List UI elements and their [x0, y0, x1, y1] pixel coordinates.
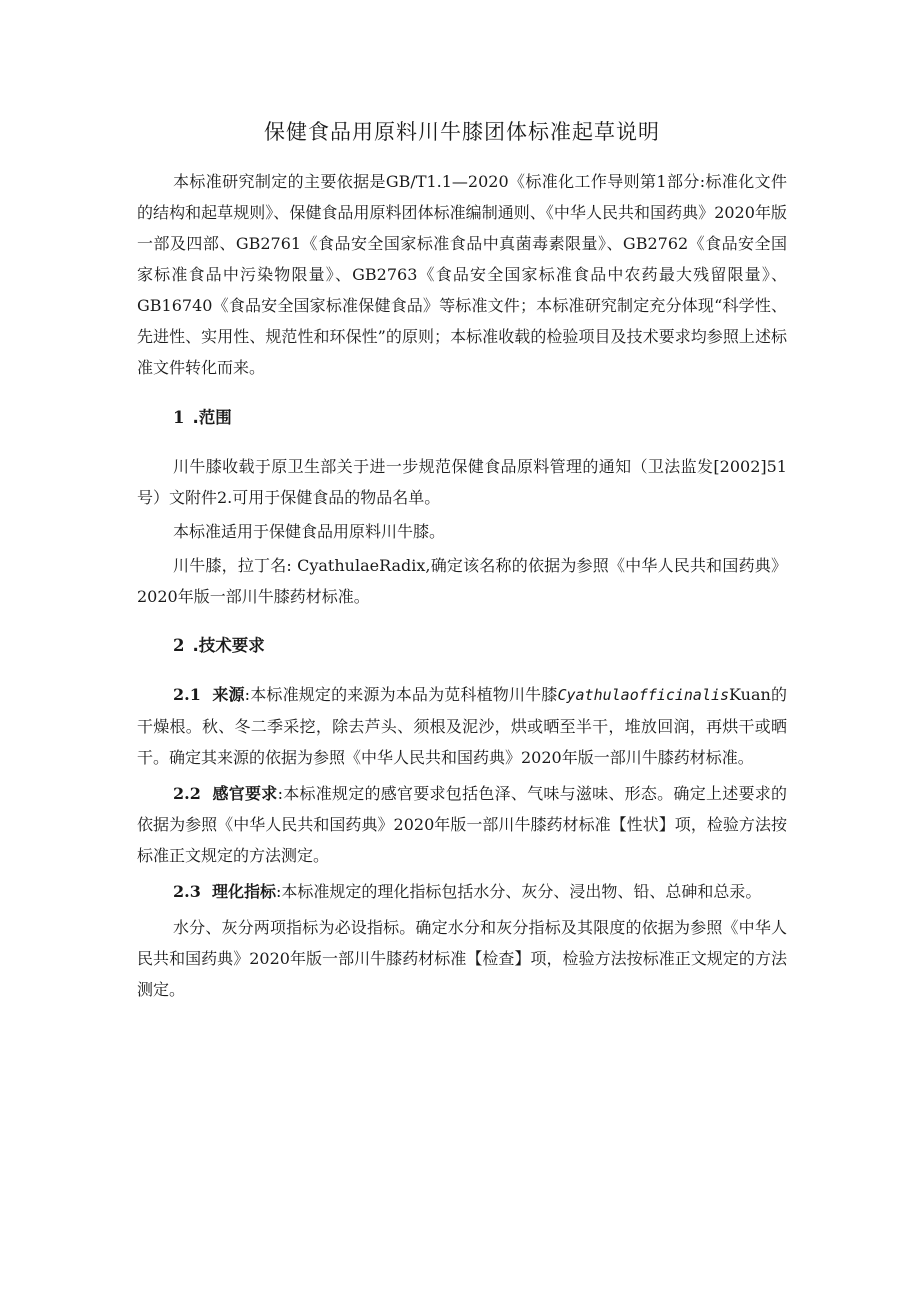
sub-section-sensory: [137, 778, 787, 871]
sub-label-text: 来源: [212, 685, 245, 704]
sub-sep: :: [277, 784, 283, 803]
sub-section-physchem: [137, 876, 787, 907]
sub-sep: :: [276, 882, 282, 901]
sub-number: 2.2: [173, 784, 201, 803]
sub-section-label: [173, 685, 245, 704]
section-title: .技术要求: [192, 636, 265, 655]
sub-number: 2.1: [173, 685, 201, 704]
section-number: 2: [173, 636, 185, 655]
sub-text: 本标准规定的理化指标包括水分、灰分、浸出物、铅、总砷和总汞。: [281, 882, 762, 901]
document-title: 保健食品用原料川牛膝团体标准起草说明: [264, 120, 660, 144]
latin-name: Cyathulaofficinalis: [557, 686, 730, 704]
section-number: 1: [173, 408, 185, 427]
sub-section-label: [173, 882, 276, 901]
sub-number: 2.3: [173, 882, 201, 901]
section-heading-scope: [137, 402, 787, 433]
sub-section-source: [137, 679, 787, 773]
sub-text: 本标准规定的感官要求包括色泽、气味与滋味、形态。确定上述要求的依据为参照《中华人民共和国药典》2020年版一部川牛膝药材标准【性状】项，检验方法按标准正文规定的方法测定。: [137, 784, 787, 865]
sub-text-before: 本标准规定的来源为本品为苋科植物川牛膝: [250, 685, 558, 704]
sub-text-after: Kuan的干燥根。秋、冬二季采挖，除去芦头、须根及泥沙，烘或晒至半干，堆放回润，再烘干或晒干。确定其来源的依据为参照《中华人民共和国药典》2020年版一部川牛膝药材标准。: [137, 685, 787, 767]
scope-paragraph-3: 川牛膝，拉丁名: CyathulaeRadix,确定该名称的依据为参照《中华人民共和国药典》2020年版一部川牛膝药材标准。: [137, 556, 787, 606]
intro-paragraph: 本标准研究制定的主要依据是GB/T1.1—2020《标准化工作导则第1部分:标准化文件的结构和起草规则》、保健食品用原料团体标准编制通则、《中华人民共和国药典》2020年版一部及四部、GB2761《食品安全国家标准食品中真菌毒素限量》、GB2762《食品安全国家标准食品中污染物限量》、GB2763《食品安全国家标准食品中农药最大残留限量》、GB16740《食品安全国家标准保健食品》等标准文件；本标准研究制定充分体现“科学性、先进性、实用性、规范性和环保性”的原则；本标准收载的检验项目及技术要求均参照上述标准文件转化而来。: [137, 172, 787, 377]
sub-label-text: 感官要求: [212, 784, 278, 803]
section-heading-tech: [137, 630, 787, 661]
sub-section-label: [173, 784, 278, 803]
sub-label-text: 理化指标: [211, 882, 276, 901]
scope-paragraph-1: 川牛膝收载于原卫生部关于进一步规范保健食品原料管理的通知（卫法监发[2002]51号）文附件2.可用于保健食品的物品名单。: [137, 457, 787, 507]
section-title: .范围: [192, 408, 232, 427]
moisture-ash-paragraph: 水分、灰分两项指标为必设指标。确定水分和灰分指标及其限度的依据为参照《中华人民共和国药典》2020年版一部川牛膝药材标准【检查】项，检验方法按标准正文规定的方法测定。: [137, 918, 787, 999]
sub-sep: :: [244, 685, 251, 704]
scope-paragraph-2: 本标准适用于保健食品用原料川牛膝。: [173, 522, 446, 541]
